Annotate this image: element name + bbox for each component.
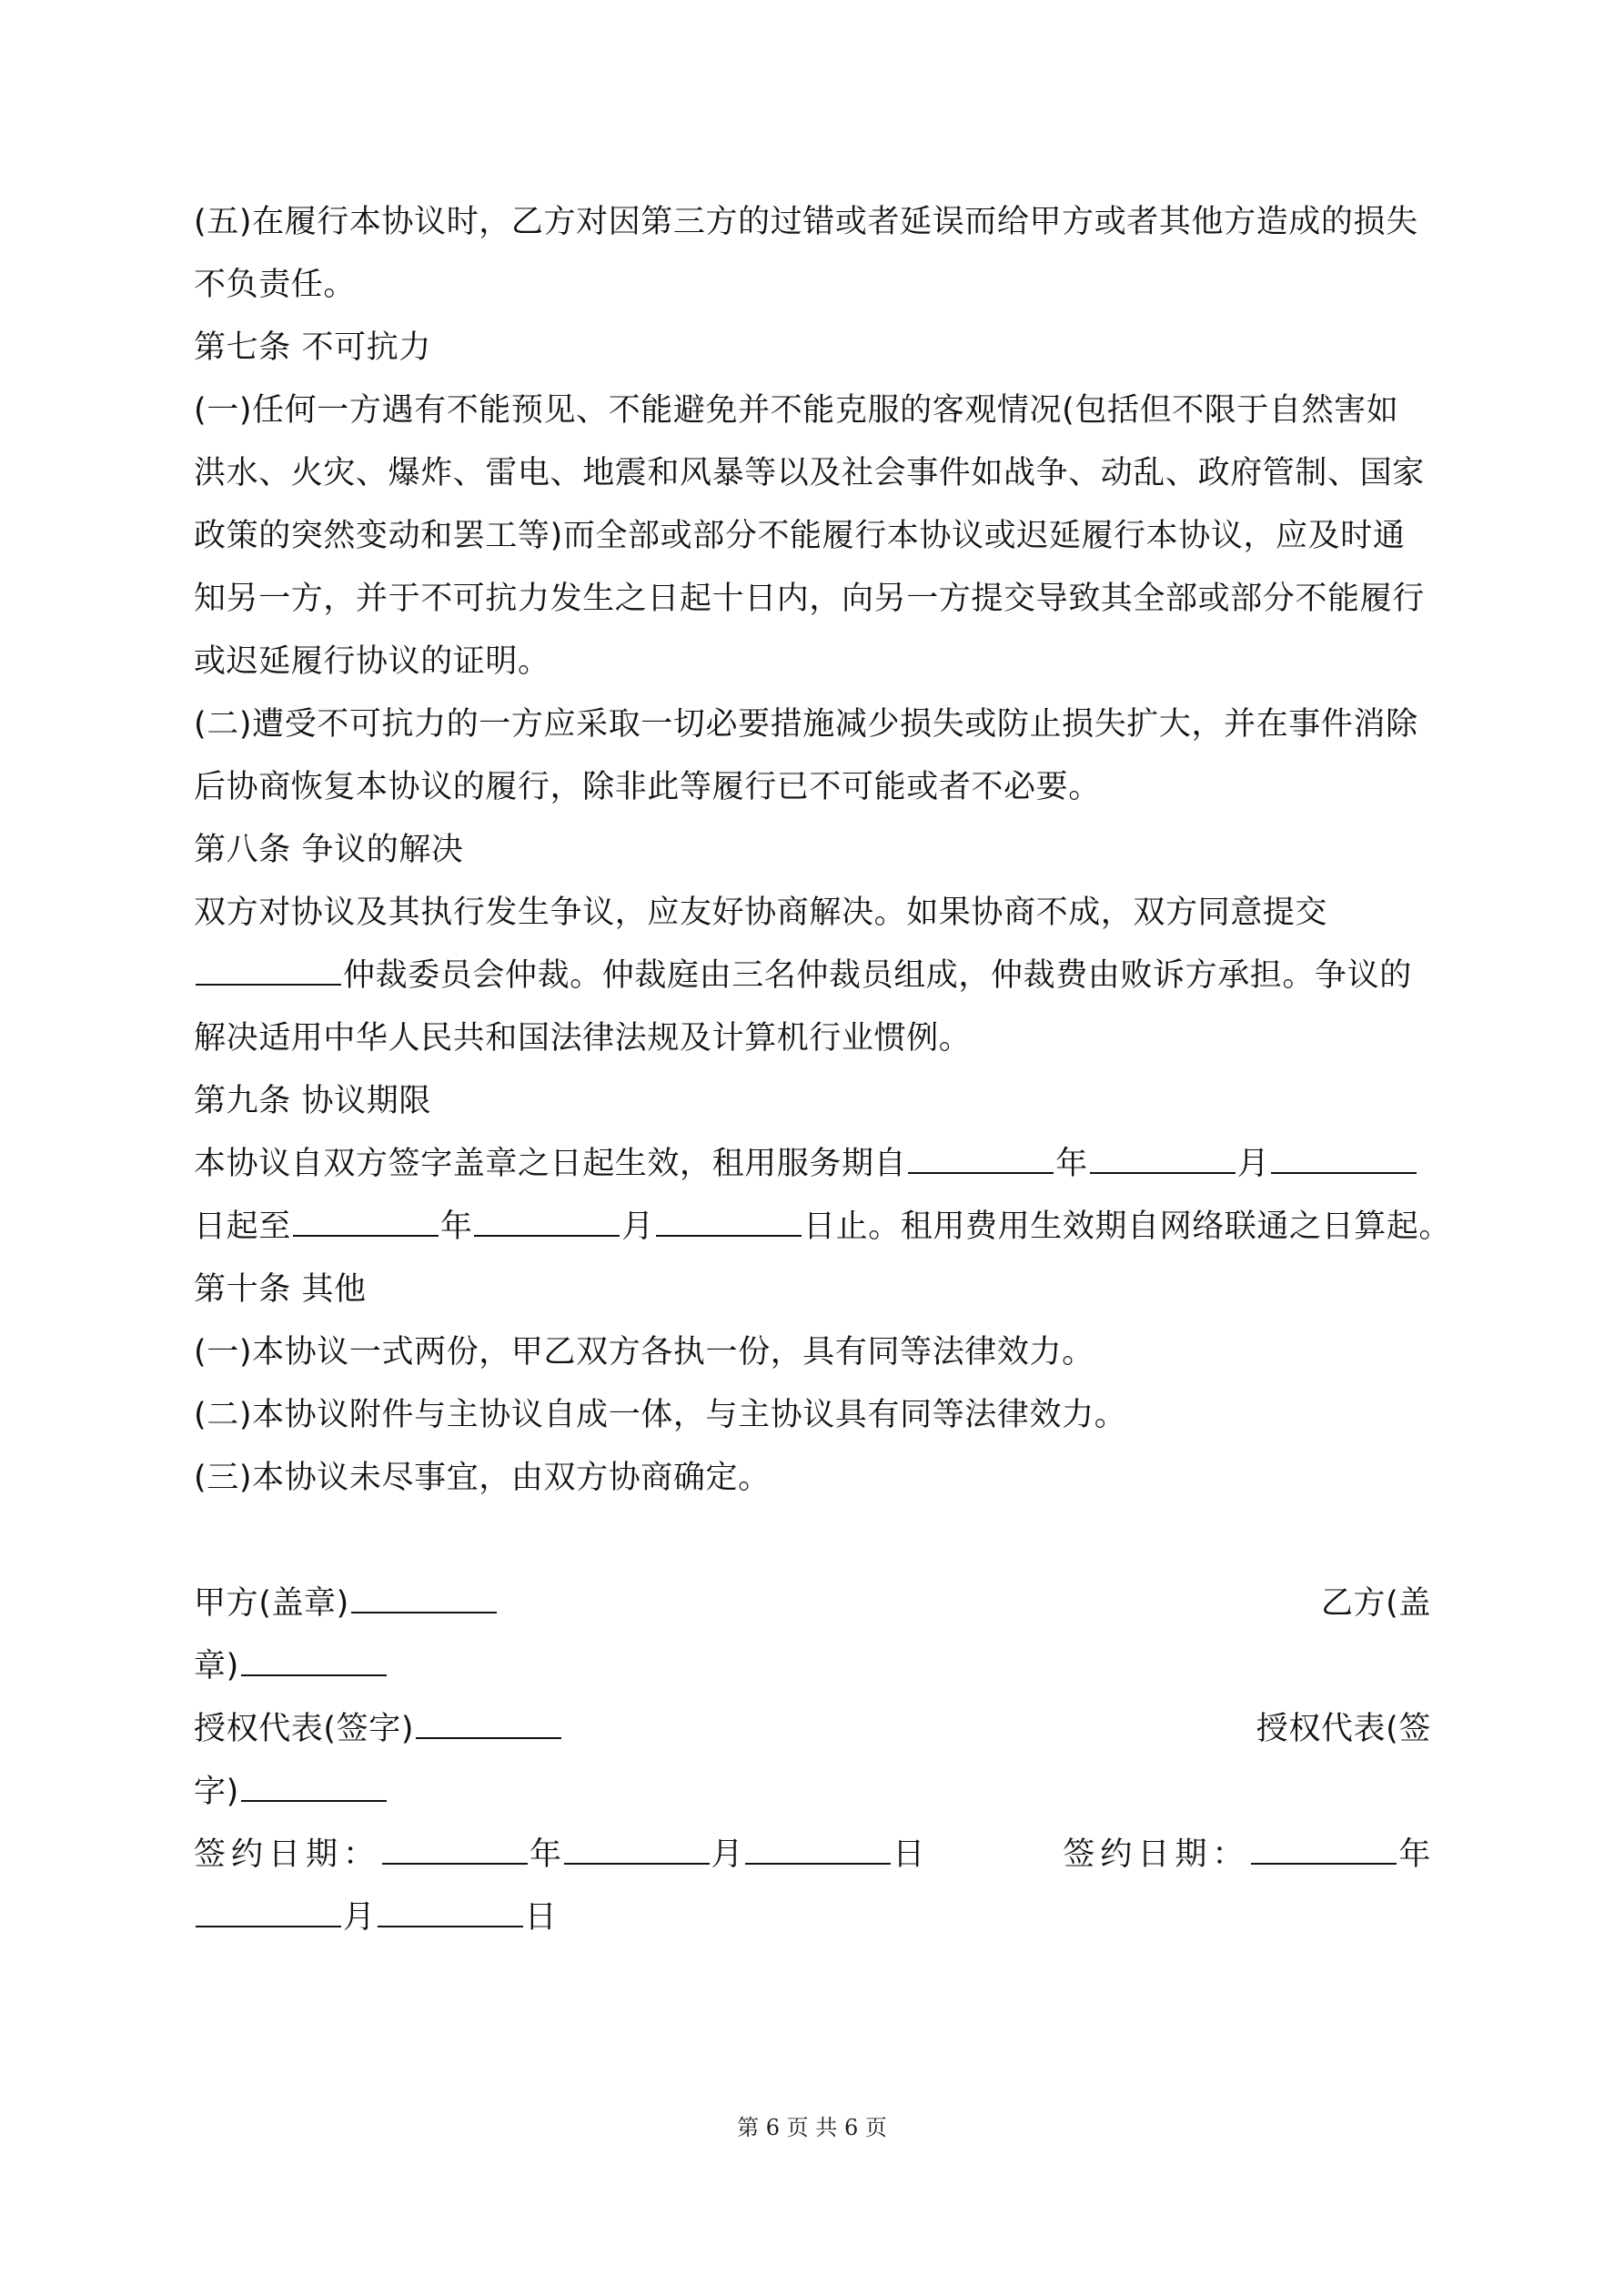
- rep-b-continued: [194, 1761, 1431, 1824]
- rep-a-blank[interactable]: [416, 1710, 561, 1739]
- clause7-item1-line: 政策的突然变动和罢工等)而全部或部分不能履行本协议或迟延履行本协议，应及时通: [194, 518, 1406, 554]
- year-label: 年: [439, 1209, 473, 1245]
- end-year-blank[interactable]: [293, 1208, 439, 1237]
- rep-b-label: 授权代表(签: [1256, 1711, 1431, 1747]
- b-year-blank[interactable]: [1251, 1836, 1397, 1865]
- clause10-item: (二)本协议附件与主协议自成一体，与主协议具有同等法律效力。: [194, 1397, 1127, 1433]
- representative-row: [194, 1698, 1431, 1761]
- b-month-blank[interactable]: [196, 1898, 341, 1927]
- clause10-heading: 第十条 其他: [194, 1271, 367, 1308]
- seal-row: [194, 1573, 1431, 1635]
- end-day-blank[interactable]: [656, 1208, 802, 1237]
- arbitration-commission-blank[interactable]: [196, 956, 341, 986]
- date-label: 签约日期：: [1063, 1836, 1250, 1873]
- party-a-date: [194, 1824, 925, 1886]
- month-label: 月: [711, 1836, 744, 1873]
- end-month-blank[interactable]: [474, 1208, 620, 1237]
- date-label: 签约日期：: [194, 1836, 381, 1873]
- day-label: 日: [893, 1836, 925, 1873]
- party-b-seal-label-cont: 章): [194, 1648, 239, 1684]
- party-a-seal-blank[interactable]: [351, 1584, 497, 1613]
- party-b-seal-continued: [194, 1635, 1431, 1698]
- spacer: [194, 1510, 1431, 1573]
- month-label: 月: [1236, 1146, 1270, 1182]
- clause7-item1-line: 洪水、火灾、爆炸、雷电、地震和风暴等以及社会事件如战争、动乱、政府管制、国家: [194, 455, 1425, 491]
- party-b-date: [1063, 1824, 1431, 1886]
- clause8-line2-text: 仲裁委员会仲裁。仲裁庭由三名仲裁员组成，仲裁费由败诉方承担。争议的: [343, 957, 1412, 994]
- clause9-line2: [194, 1196, 1452, 1259]
- page-number-footer: 第 6 页 共 6 页: [737, 2115, 887, 2140]
- rep-a-label: 授权代表(签字): [194, 1711, 415, 1747]
- clause10-item: (三)本协议未尽事宜，由双方协商确定。: [194, 1460, 771, 1496]
- a-year-blank[interactable]: [382, 1836, 528, 1865]
- rep-b-blank[interactable]: [241, 1773, 387, 1802]
- month-label: 月: [343, 1899, 376, 1936]
- clause8-line3: 解决适用中华人民共和国法律法规及计算机行业惯例。: [194, 1020, 972, 1057]
- clause8-line1: 双方对协议及其执行发生争议，应友好协商解决。如果协商不成，双方同意提交: [194, 895, 1328, 931]
- clause7-item2-line: 后协商恢复本协议的履行，除非此等履行已不可能或者不必要。: [194, 769, 1101, 805]
- clause8-line2: [194, 945, 1431, 1007]
- clause8-heading: 第八条 争议的解决: [194, 832, 464, 868]
- clause9-line1: [194, 1133, 1431, 1196]
- start-year-blank[interactable]: [908, 1145, 1054, 1174]
- b-day-blank[interactable]: [378, 1898, 523, 1927]
- clause7-item1-line: 知另一方，并于不可抗力发生之日起十日内，向另一方提交导致其全部或部分不能履行: [194, 581, 1425, 617]
- party-b-seal-blank[interactable]: [241, 1647, 387, 1676]
- clause6-item5-line1: [194, 191, 1431, 254]
- day-label: 日: [524, 1899, 558, 1936]
- year-label: 年: [1055, 1146, 1088, 1182]
- rep-a: [194, 1698, 563, 1761]
- sign-date-row: [194, 1824, 1431, 1886]
- clause9-line2-suffix: 日止。租用费用生效期自网络联通之日算起。: [803, 1209, 1452, 1245]
- a-day-blank[interactable]: [745, 1836, 891, 1865]
- clause7-item1-line: 或迟延履行协议的证明。: [194, 643, 550, 680]
- a-month-blank[interactable]: [564, 1836, 710, 1865]
- clause9-line1-text: 本协议自双方签字盖章之日起生效，租用服务期自: [194, 1146, 907, 1182]
- party-b-seal-label: 乙方(盖: [1320, 1585, 1431, 1622]
- clause9-line2-prefix: 日起至: [194, 1209, 291, 1245]
- clause7-heading: 第七条 不可抗力: [194, 329, 431, 366]
- rep-b-label-cont: 字): [194, 1774, 239, 1810]
- year-label: 年: [1398, 1836, 1431, 1873]
- year-label: 年: [530, 1836, 562, 1873]
- document-page: [194, 191, 1452, 1949]
- clause10-item: (一)本协议一式两份，甲乙双方各执一份，具有同等法律效力。: [194, 1334, 1094, 1371]
- start-month-blank[interactable]: [1090, 1145, 1236, 1174]
- party-b-date-continued: [194, 1886, 1431, 1949]
- party-a-seal: [194, 1573, 499, 1635]
- clause7-item1-line: (一)任何一方遇有不能预见、不能避免并不能克服的客观情况(包括但不限于自然害如: [194, 392, 1399, 429]
- paragraph-text: (五)在履行本协议时，乙方对因第三方的过错或者延误而给甲方或者其他方造成的损失: [194, 204, 1418, 240]
- party-a-seal-label: 甲方(盖章): [194, 1585, 349, 1622]
- clause7-item2-line: (二)遭受不可抗力的一方应采取一切必要措施减少损失或防止损失扩大，并在事件消除: [194, 706, 1418, 743]
- month-label: 月: [621, 1209, 655, 1245]
- start-day-blank[interactable]: [1271, 1145, 1417, 1174]
- clause6-item5-line2: 不负责任。: [194, 267, 357, 303]
- clause9-heading: 第九条 协议期限: [194, 1083, 431, 1119]
